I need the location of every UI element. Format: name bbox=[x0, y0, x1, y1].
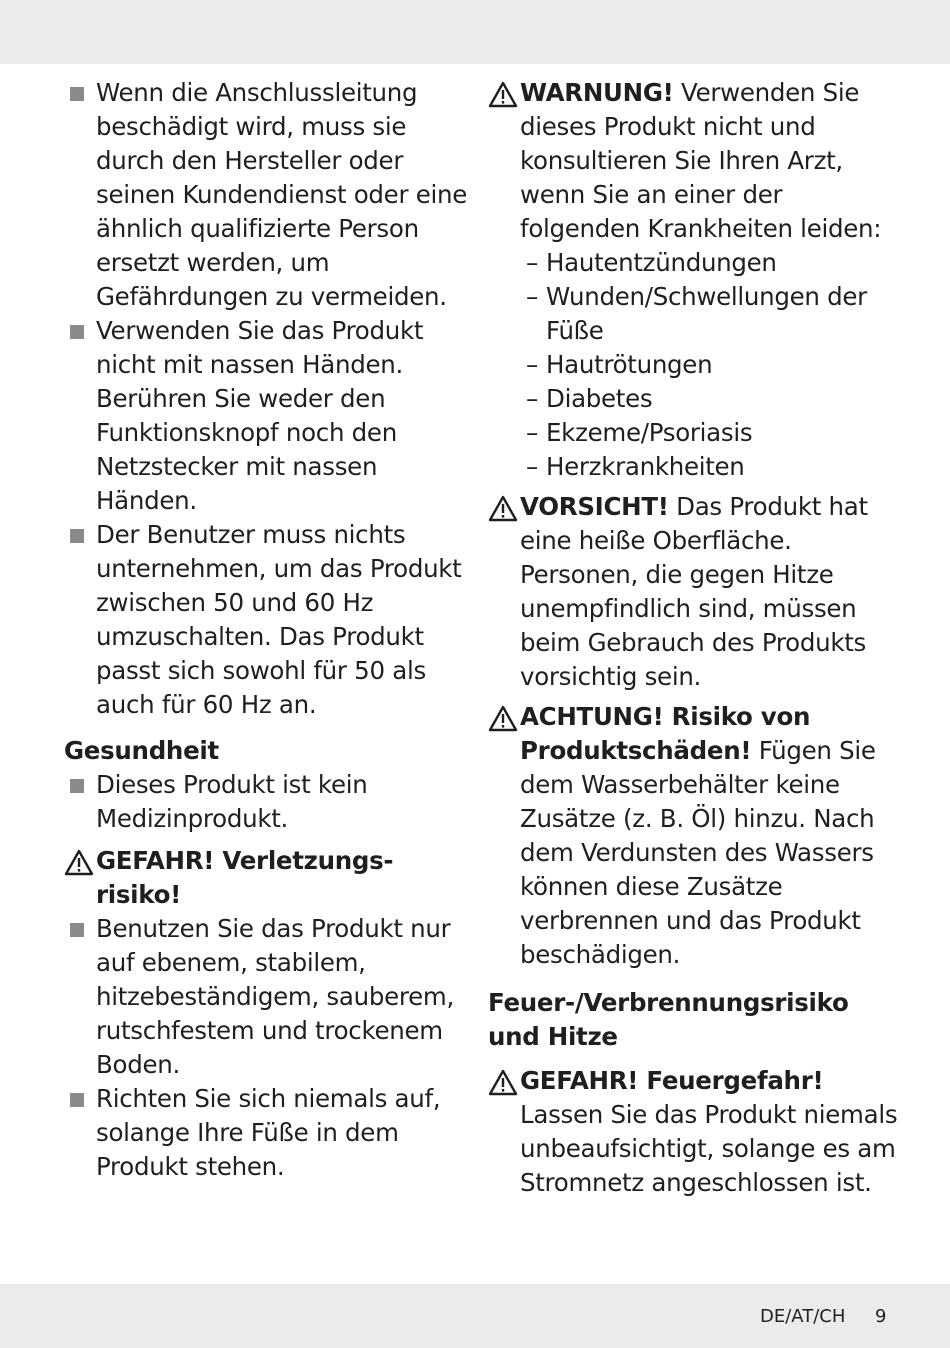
bullet-text: Richten Sie sich niemals auf, solange Ihre Füße in dem Produkt stehen. bbox=[96, 1084, 441, 1181]
square-bullet-icon bbox=[70, 529, 84, 543]
bullet-text: Wenn die Anschlussleitung beschädigt wird, muss sie durch den Hersteller oder seinen Kundendienst oder eine ähnlich qualifizierte Person ersetzt werden, um Gefährdungen zu vermeiden. bbox=[96, 78, 467, 311]
warning-triangle-icon bbox=[488, 1069, 518, 1096]
page-number: 9 bbox=[875, 1306, 887, 1327]
section-heading-health: Gesundheit bbox=[64, 736, 219, 765]
list-item bbox=[64, 314, 469, 518]
warning-title: WARNUNG! bbox=[520, 78, 674, 107]
list-item bbox=[64, 1082, 469, 1184]
dash-marker: – bbox=[526, 418, 538, 447]
warning-triangle-icon bbox=[488, 81, 518, 108]
list-item bbox=[64, 768, 469, 836]
list-item bbox=[64, 912, 469, 1082]
bullet-text: Der Benutzer muss nichts unternehmen, um das Produkt zwischen 50 und 60 Hz umzuschalten. Das Produkt passt sich sowohl für 50 als auch für 60 Hz an. bbox=[96, 520, 462, 719]
bullet-text: Dieses Produkt ist kein Medizinprodukt. bbox=[96, 770, 368, 833]
warning-triangle-icon bbox=[488, 495, 518, 522]
top-band bbox=[0, 0, 950, 64]
caution-notice bbox=[488, 490, 898, 694]
left-column bbox=[64, 76, 469, 1184]
warning-triangle-icon bbox=[488, 705, 518, 732]
right-column bbox=[488, 76, 898, 1200]
warning-triangle-icon bbox=[64, 849, 94, 876]
attention-title: ACHTUNG! Risiko von Produktschäden! bbox=[520, 702, 811, 765]
square-bullet-icon bbox=[70, 87, 84, 101]
bullet-text: Verwenden Sie das Produkt nicht mit nassen Händen. Berühren Sie weder den Funktionsknopf noch den Netzstecker mit nassen Händen. bbox=[96, 316, 424, 515]
attention-notice bbox=[488, 700, 898, 972]
square-bullet-icon bbox=[70, 779, 84, 793]
danger-fire-notice bbox=[488, 1064, 898, 1200]
disease-text: Ekzeme/Psoriasis bbox=[546, 418, 753, 447]
danger-injury-title: GEFAHR! Verletzungs-risiko! bbox=[96, 846, 394, 909]
dash-marker: – bbox=[526, 350, 538, 379]
list-item bbox=[488, 348, 898, 382]
list-item bbox=[488, 450, 898, 484]
disease-text: Wunden/Schwellungen der Füße bbox=[546, 282, 867, 345]
danger-injury-notice bbox=[64, 844, 469, 912]
section-heading-fire: Feuer-/Verbrennungsrisiko und Hitze bbox=[488, 988, 849, 1051]
caution-title: VORSICHT! bbox=[520, 492, 669, 521]
disease-text: Hautrötungen bbox=[546, 350, 713, 379]
square-bullet-icon bbox=[70, 1093, 84, 1107]
disease-text: Diabetes bbox=[546, 384, 653, 413]
warning-text: Verwenden Sie dieses Produkt nicht und konsultieren Sie Ihren Arzt, wenn Sie an einer der folgenden Krankheiten leiden: bbox=[520, 78, 882, 243]
list-item bbox=[488, 416, 898, 450]
dash-marker: – bbox=[526, 282, 538, 311]
dash-marker: – bbox=[526, 248, 538, 277]
list-item bbox=[488, 382, 898, 416]
list-item bbox=[488, 280, 898, 348]
square-bullet-icon bbox=[70, 325, 84, 339]
disease-text: Herzkrankheiten bbox=[546, 452, 745, 481]
caution-text: Das Produkt hat eine heiße Oberfläche. Personen, die gegen Hitze unempfindlich sind, müssen beim Gebrauch des Produkts vorsichtig sein. bbox=[520, 492, 868, 691]
danger-fire-text: Lassen Sie das Produkt niemals unbeaufsichtigt, solange es am Stromnetz angeschlossen ist. bbox=[520, 1100, 898, 1197]
dash-marker: – bbox=[526, 452, 538, 481]
danger-fire-title: GEFAHR! Feuergefahr! bbox=[520, 1066, 824, 1095]
bullet-text: Benutzen Sie das Produkt nur auf ebenem, stabilem, hitzebeständigem, sauberem, rutschfestem und trockenem Boden. bbox=[96, 914, 454, 1079]
list-item bbox=[64, 76, 469, 314]
warning-notice bbox=[488, 76, 898, 246]
dash-marker: – bbox=[526, 384, 538, 413]
footer-language-code: DE/AT/CH bbox=[760, 1306, 846, 1327]
attention-text: Fügen Sie dem Wasserbehälter keine Zusätze (z. B. Öl) hinzu. Nach dem Verdunsten des Wassers können diese Zusätze verbrennen und das Produkt beschädigen. bbox=[520, 736, 876, 969]
square-bullet-icon bbox=[70, 923, 84, 937]
list-item bbox=[64, 518, 469, 722]
list-item bbox=[488, 246, 898, 280]
disease-text: Hautentzündungen bbox=[546, 248, 777, 277]
